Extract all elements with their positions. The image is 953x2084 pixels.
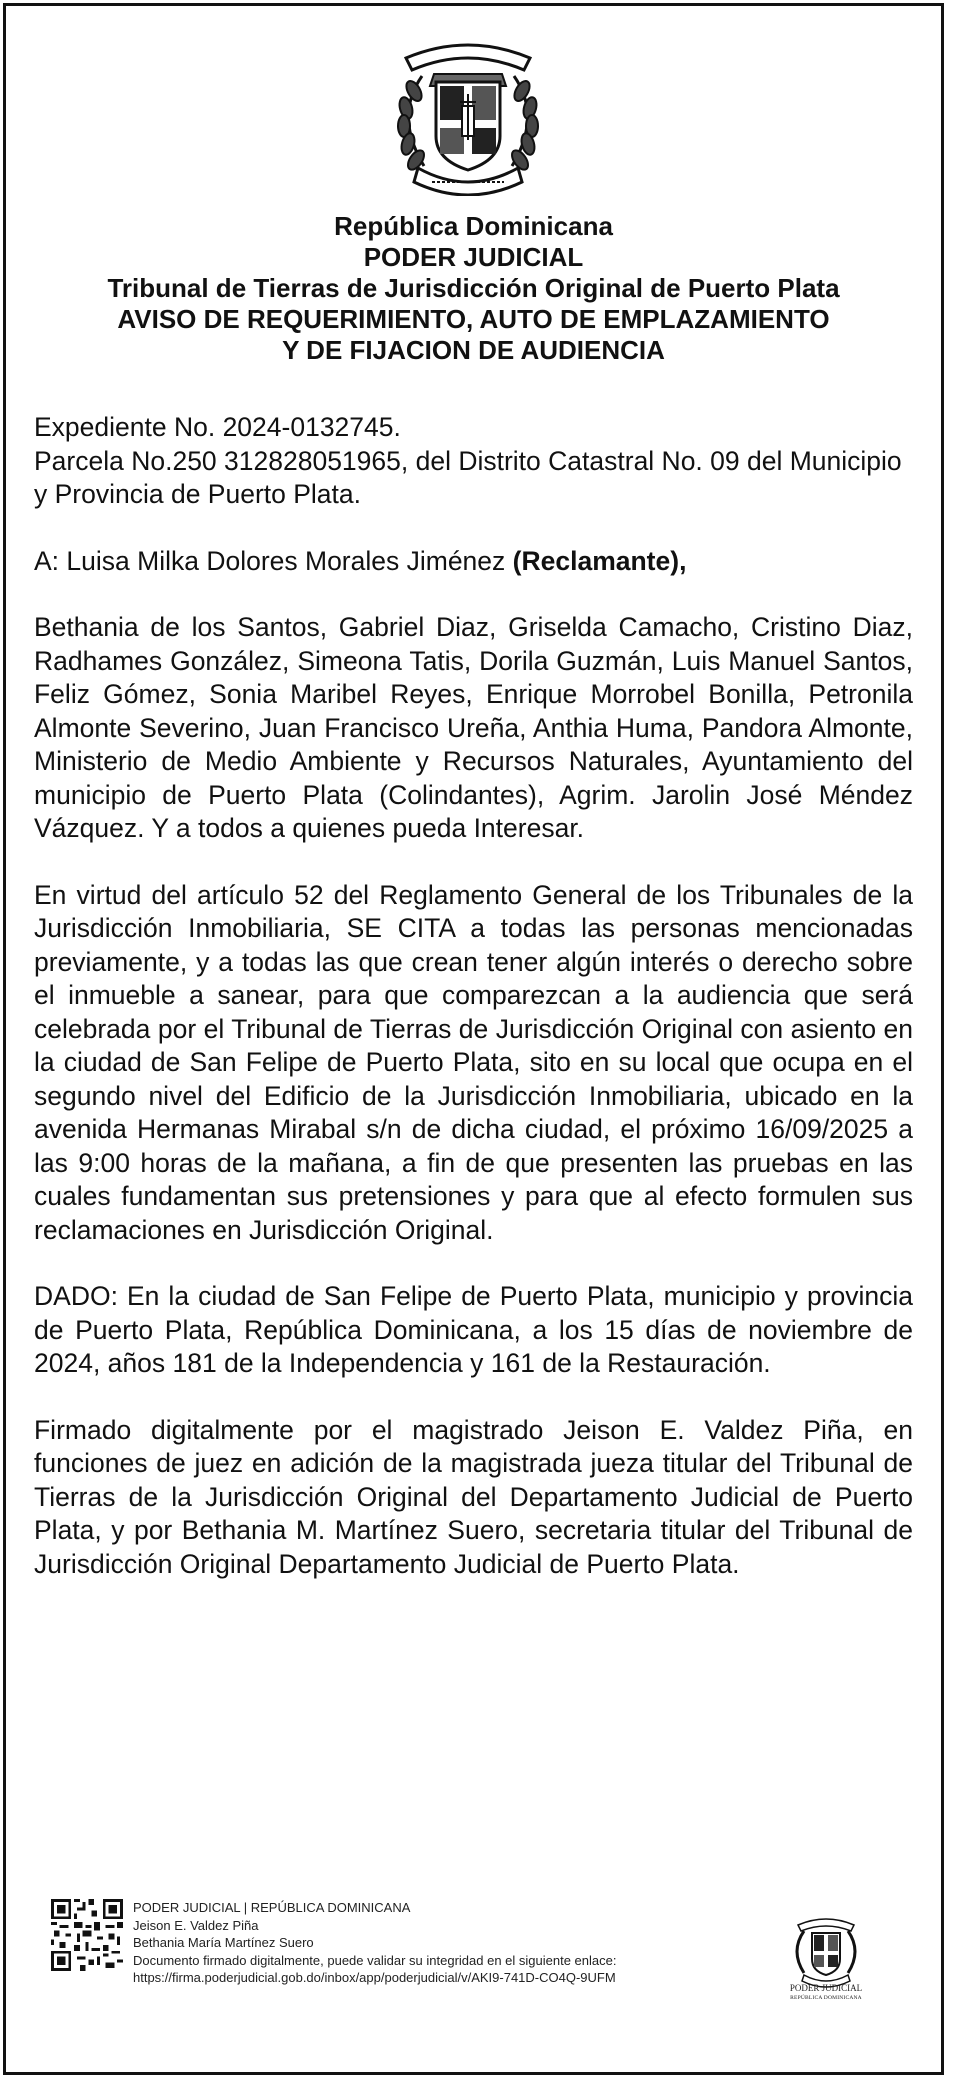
expediente-number: Expediente No. 2024-0132745. — [34, 412, 401, 442]
signature-paragraph: Firmado digitalmente por el magistrado Jeison E. Valdez Piña, en funciones de juez en adición de la magistrada jueza titular del Tribunal de Tierras de la Jurisdicción Original del Departamento Judicial de Puerto Plata, y por Bethania M. Martínez Suero, secretaria titular del Tribunal de Jurisdicción Original Departamento Judicial de Puerto Plata. — [34, 1414, 913, 1579]
coat-of-arms-icon — [384, 36, 552, 196]
signature-info — [133, 1899, 616, 1987]
notice-page — [3, 3, 944, 2075]
notice-title-line2: Y DE FIJACION DE AUDIENCIA — [282, 335, 665, 365]
digital-signature-footer — [51, 1899, 911, 1999]
case-reference — [34, 411, 913, 512]
judicial-seal-icon — [786, 1911, 866, 1991]
notice-body — [34, 411, 913, 1614]
footer-signer-1: Jeison E. Valdez Piña — [133, 1917, 259, 1933]
seal-label — [779, 1983, 873, 2003]
footer-signer-2: Bethania María Martínez Suero — [133, 1935, 314, 1950]
institution-name: PODER JUDICIAL — [363, 242, 584, 272]
colindantes-paragraph: Bethania de los Santos, Gabriel Diaz, Griselda Camacho, Cristino Diaz, Radhames González, Simeona Tatis, Dorila Guzmán, Luis Manuel Santos, Feliz Gómez, Sonia Maribel Reyes, Enrique Morrobel Bonilla, Petronila Almonte Severino, Juan Francisco Ureña, Anthia Huma, Pandora Almonte, Ministerio de Medio Ambiente y Recursos Naturales, Ayuntamiento del municipio de Puerto Plata (Colindantes), Agrim. Jarolin José Méndez Vázquez. Y a todos a quienes pueda Interesar. — [34, 612, 913, 843]
country-name: República Dominicana — [334, 211, 613, 241]
notice-header — [26, 211, 921, 366]
qr-code-icon[interactable] — [51, 1899, 123, 1971]
addressee-name: A: Luisa Milka Dolores Morales Jiménez — [34, 545, 513, 576]
footer-validation-note: Documento firmado digitalmente, puede validar su integridad en el siguiente enlace: — [133, 1952, 617, 1968]
addressee-role: (Reclamante), — [512, 545, 687, 576]
seal-title: PODER JUDICIAL — [789, 1983, 863, 1993]
footer-institution: PODER JUDICIAL | REPÚBLICA DOMINICANA — [133, 1900, 411, 1915]
addressee — [34, 545, 913, 579]
notice-title-line1: AVISO DE REQUERIMIENTO, AUTO DE EMPLAZAMIENTO — [117, 304, 830, 334]
tribunal-name: Tribunal de Tierras de Jurisdicción Original de Puerto Plata — [107, 273, 840, 303]
validation-link[interactable]: https://firma.poderjudicial.gob.do/inbox/app/poderjudicial/v/AKI9-741D-CO4Q-9UFM — [133, 1970, 616, 1985]
seal-subtitle: REPÚBLICA DOMINICANA — [790, 1995, 862, 2001]
issued-paragraph: DADO: En la ciudad de San Felipe de Puerto Plata, municipio y provincia de Puerto Plata, República Dominicana, a los 15 días de noviembre de 2024, años 181 de la Independencia y 161 de la Restauración. — [34, 1281, 913, 1378]
parcela-description: Parcela No.250 312828051965, del Distrito Catastral No. 09 del Municipio y Provincia de Puerto Plata. — [34, 445, 902, 509]
summons-paragraph: En virtud del artículo 52 del Reglamento General de los Tribunales de la Jurisdicción Inmobiliaria, SE CITA a todas las personas mencionadas previamente, y a todas las que crean tener algún interés o derecho sobre el inmueble a sanear, para que comparezcan a la audiencia que será celebrada por el Tribunal de Tierras de Jurisdicción Original con asiento en la ciudad de San Felipe de Puerto Plata, sito en su local que ocupa en el segundo nivel del Edificio de la Jurisdicción Inmobiliaria, ubicado en la avenida Hermanas Mirabal s/n de dicha ciudad, el próximo 16/09/2025 a las 9:00 horas de la mañana, a fin de que presenten las pruebas en las cuales fundamentan sus pretensiones y para que al efecto formulen sus reclamaciones en Jurisdicción Original. — [34, 879, 913, 1245]
